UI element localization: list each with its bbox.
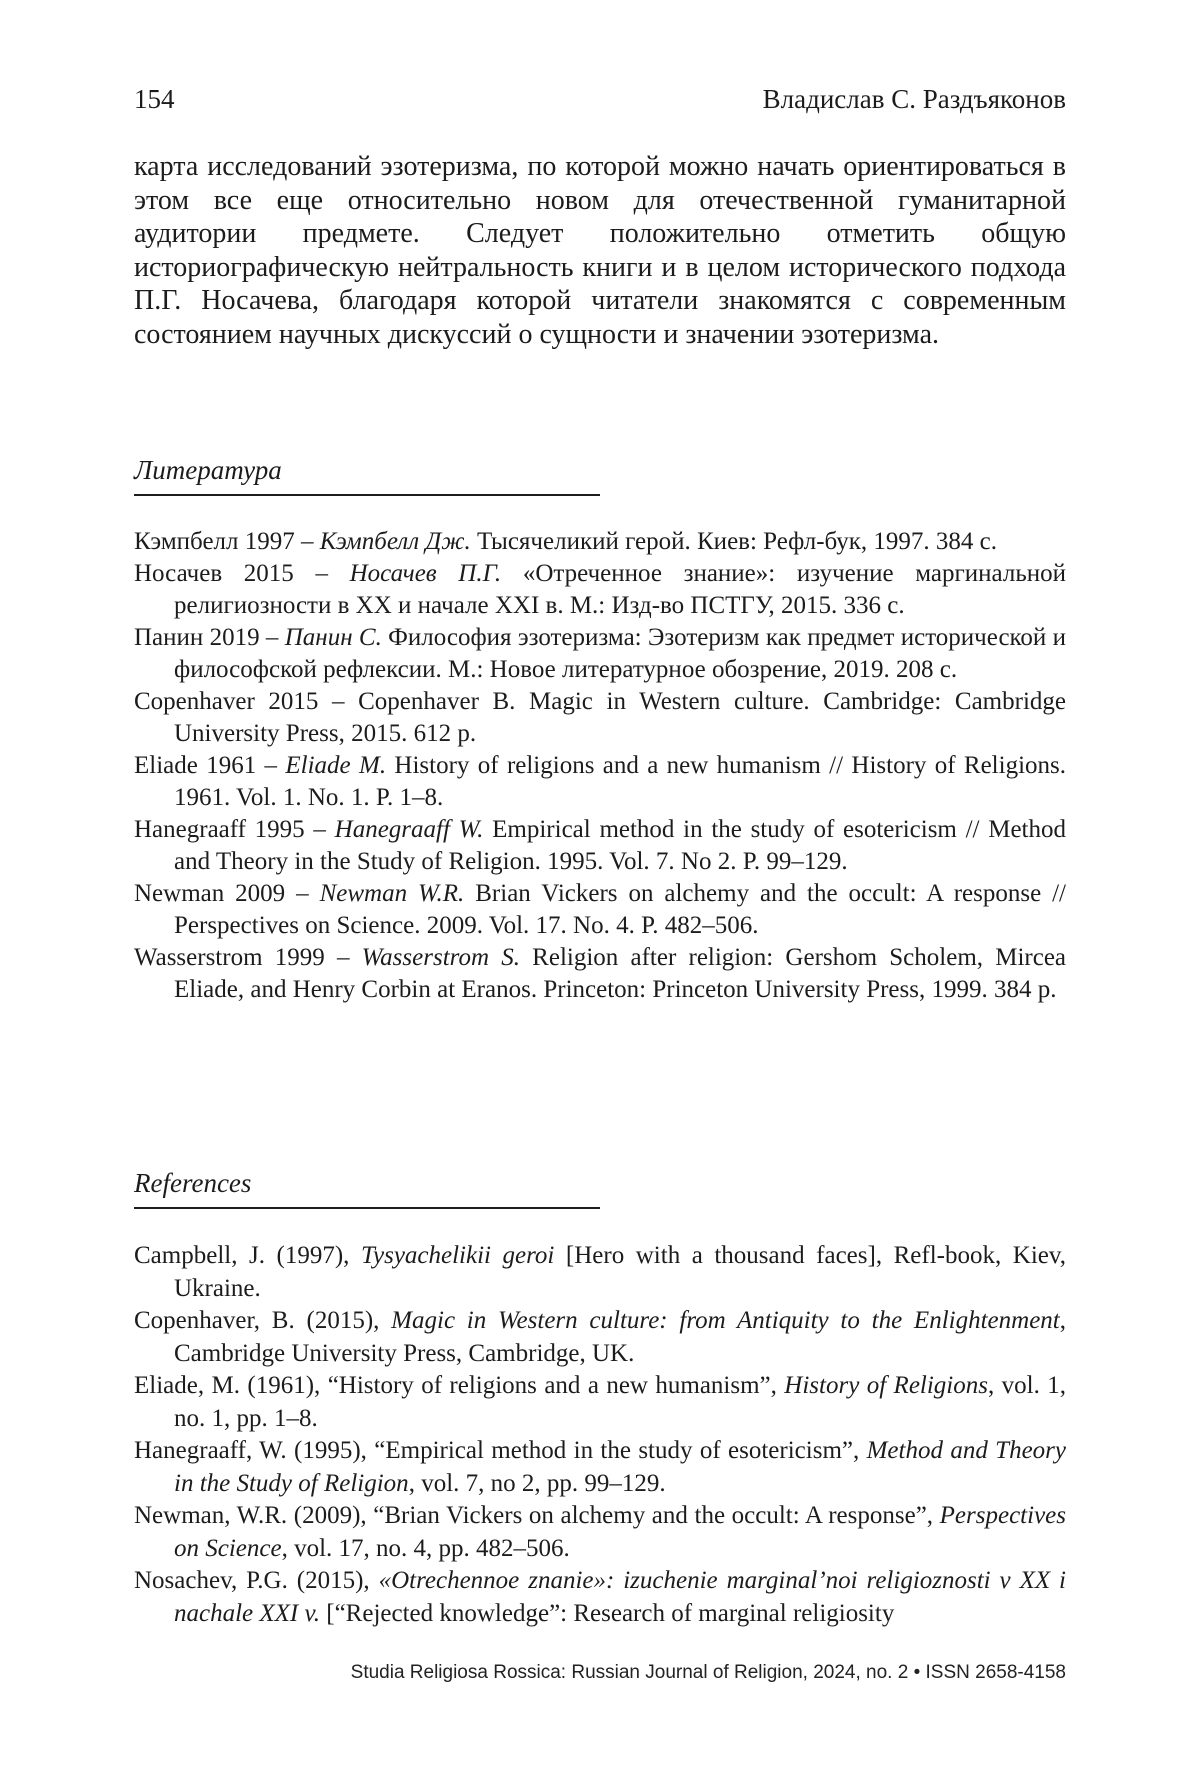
running-head bbox=[134, 84, 1066, 124]
references-heading: References bbox=[134, 1168, 600, 1209]
journal-page bbox=[134, 0, 1066, 1780]
reference-entry: Newman, W.R. (2009), “Brian Vickers on alchemy and the occult: A response”, Perspectives on Science, vol. 17, no. 4, pp. 482–506. bbox=[134, 1502, 1066, 1562]
reference-entry: Copenhaver, B. (2015), Magic in Western culture: from Antiquity to the Enlightenment, Cambridge University Press, Cambridge, UK. bbox=[134, 1307, 1066, 1367]
body-paragraph: карта исследований эзотеризма, по которой можно начать ориентироваться в этом все еще относительно новом для отечественной гуманитарной аудитории предмете. Следует положительно отметить общую историографическую нейтральность книги и в целом исторического подхода П.Г. Носачева, благодаря которой читатели знакомятся с современным состоянием научных дискуссий о сущности и значении эзотеризма. bbox=[134, 151, 1066, 350]
literature-entry: Кэмпбелл 1997 – Кэмпбелл Дж. Тысячеликий герой. Киев: Рефл-бук, 1997. 384 с. bbox=[134, 528, 998, 555]
literature-list bbox=[134, 526, 1066, 1006]
reference-entry: Campbell, J. (1997), Tysyachelikii geroi [Hero with a thousand faces], Refl-book, Kiev, Ukraine. bbox=[134, 1242, 1066, 1302]
literature-entry: Newman 2009 – Newman W.R. Brian Vickers on alchemy and the occult: A response // Perspectives on Science. 2009. Vol. 17. No. 4. P. 482–506. bbox=[134, 880, 1067, 939]
literature-entry: Панин 2019 – Панин С. Философия эзотеризма: Эзотеризм как предмет исторической и философской рефлексии. М.: Новое литературное обозрение, 2019. 208 с. bbox=[134, 624, 1066, 683]
reference-entry: Eliade, M. (1961), “History of religions and a new humanism”, History of Religions, vol. 1, no. 1, pp. 1–8. bbox=[134, 1372, 1066, 1432]
page-number: 154 bbox=[134, 84, 175, 114]
literature-entry: Copenhaver 2015 – Copenhaver B. Magic in Western culture. Cambridge: Cambridge University Press, 2015. 612 p. bbox=[134, 688, 1066, 747]
literature-heading: Литература bbox=[134, 455, 600, 496]
header-author: Владислав С. Раздъяконов bbox=[762, 84, 1066, 114]
journal-footer: Studia Religiosa Rossica: Russian Journal of Religion, 2024, no. 2 • ISSN 2658-4158 bbox=[350, 1662, 1066, 1683]
reference-entry: Nosachev, P.G. (2015), «Otrechennoe znanie»: izuchenie marginal’noi religioznosti v XX i nachale XXI v. [“Rejected knowledge”: Research of marginal religiosity bbox=[134, 1567, 1066, 1627]
literature-entry: Eliade 1961 – Eliade M. History of religions and a new humanism // History of Religions. 1961. Vol. 1. No. 1. P. 1–8. bbox=[134, 752, 1066, 811]
literature-entry: Wasserstrom 1999 – Wasserstrom S. Religion after religion: Gershom Scholem, Mircea Eliade, and Henry Corbin at Eranos. Princeton: Princeton University Press, 1999. 384 p. bbox=[134, 944, 1067, 1003]
references-list bbox=[134, 1240, 1066, 1630]
literature-entry: Hanegraaff 1995 – Hanegraaff W. Empirical method in the study of esotericism // Method and Theory in the Study of Religion. 1995. Vol. 7. No 2. P. 99–129. bbox=[134, 816, 1066, 875]
reference-entry: Hanegraaff, W. (1995), “Empirical method in the study of esotericism”, Method and Theory in the Study of Religion, vol. 7, no 2, pp. 99–129. bbox=[134, 1437, 1066, 1497]
literature-entry: Носачев 2015 – Носачев П.Г. «Отреченное знание»: изучение маргинальной религиозности в XX и начале XXI в. М.: Изд-во ПСТГУ, 2015. 336 с. bbox=[134, 560, 1066, 619]
